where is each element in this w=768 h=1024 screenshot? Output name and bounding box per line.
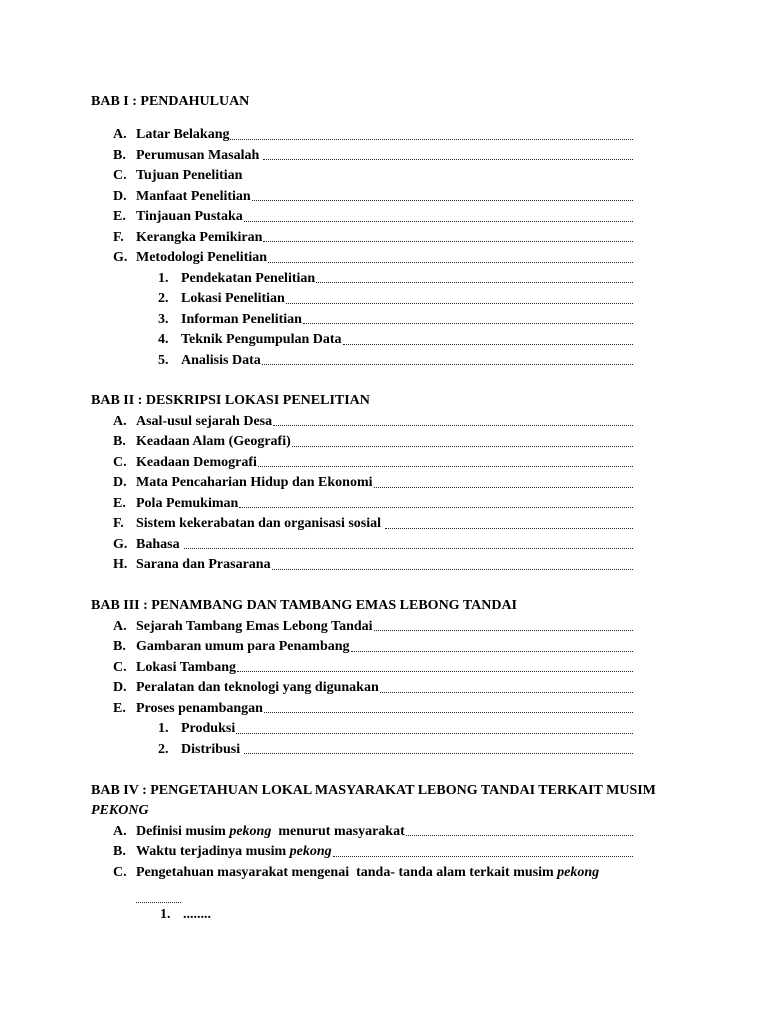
dot-leader: [244, 220, 633, 222]
item-text: Produksi: [181, 721, 236, 736]
item-text: Latar Belakang: [136, 127, 230, 142]
item-marker: 1.: [158, 270, 169, 286]
dot-leader: [264, 711, 633, 713]
item-text: Sejarah Tambang Emas Lebong Tandai: [136, 618, 373, 634]
item-text: Keadaan Demografi: [136, 454, 257, 470]
list-item: [113, 432, 633, 453]
item-text: Analisis Data: [181, 352, 261, 368]
item-text: Proses penambangan: [136, 700, 263, 716]
list-item: [113, 187, 633, 208]
item-marker: E.: [113, 209, 126, 224]
item-marker: C.: [113, 454, 127, 470]
list-subitem: [158, 289, 633, 310]
list-item: [113, 863, 633, 884]
item-marker: 4.: [158, 332, 169, 347]
item-text: Perumusan Masalah: [136, 147, 260, 163]
item-marker: D.: [113, 680, 127, 695]
item-text: Distribusi: [181, 741, 241, 757]
list-item: [113, 412, 633, 433]
item-text: Mata Pencaharian Hidup dan Ekonomi: [136, 475, 373, 490]
item-text: Peralatan dan teknologi yang digunakan: [136, 680, 379, 695]
item-text: Teknik Pengumpulan Data: [181, 332, 342, 347]
list-item: [113, 453, 633, 474]
item-text: Metodologi Penelitian: [136, 250, 268, 265]
item-text: Tujuan Penelitian: [136, 168, 243, 183]
dot-leader: [406, 834, 633, 836]
list-item: [113, 555, 633, 576]
list-subitem: [158, 269, 633, 290]
dot-leader: [351, 650, 633, 652]
list-item: [113, 842, 633, 863]
dot-leader: [316, 281, 633, 283]
list-item: [113, 494, 633, 515]
item-marker: A.: [113, 618, 127, 634]
item-text: Sarana dan Prasarana: [136, 557, 271, 572]
item-text: Informan Penelitian: [181, 311, 302, 327]
item-text: Sistem kekerabatan dan organisasi sosial: [136, 516, 382, 531]
dot-leader: [237, 670, 633, 672]
list-item: [113, 248, 633, 269]
item-marker: E.: [113, 700, 126, 716]
dot-leader: [263, 240, 633, 242]
item-marker: D.: [113, 475, 127, 490]
dot-leader: [343, 343, 633, 345]
dot-leader: [252, 199, 633, 201]
list-item: [113, 535, 633, 556]
dot-leader: [303, 322, 633, 324]
item-marker: E.: [113, 495, 126, 511]
dot-leader: [374, 486, 634, 488]
list-item: [113, 146, 633, 167]
item-text: Gambaran umum para Penambang: [136, 639, 350, 654]
dot-leader: [262, 363, 633, 365]
dot-leader: [184, 547, 633, 549]
item-marker: C.: [113, 864, 127, 880]
item-text: ........: [183, 907, 211, 922]
item-text: Waktu terjadinya musim pekong: [136, 844, 332, 859]
dot-leader: [273, 424, 633, 426]
item-text: Lokasi Penelitian: [181, 291, 285, 306]
item-marker: B.: [113, 639, 126, 654]
item-marker: F.: [113, 229, 124, 245]
item-text: Tinjauan Pustaka: [136, 209, 243, 224]
item-text: Kerangka Pemikiran: [136, 229, 263, 245]
item-marker: B.: [113, 844, 126, 859]
item-marker: C.: [113, 659, 127, 675]
list-item: [113, 125, 633, 146]
list-item: [113, 207, 633, 228]
item-text: Pendekatan Penelitian: [181, 270, 316, 286]
item-marker: 5.: [158, 352, 169, 368]
item-text: Pengetahuan masyarakat mengenai tanda- tanda alam terkait musim pekong: [136, 864, 600, 880]
list-item: [113, 514, 633, 535]
list-item: [113, 228, 633, 249]
chapter-4-title-text: BAB IV : PENGETAHUAN LOKAL MASYARAKAT LEBONG TANDAI TERKAIT MUSIM: [91, 782, 656, 798]
dot-leader: [286, 302, 633, 304]
dot-leader: [292, 445, 633, 447]
item-text: Bahasa: [136, 536, 180, 552]
list-item: [113, 637, 633, 658]
item-text: Manfaat Penelitian: [136, 188, 251, 204]
list-item: [113, 699, 633, 720]
dot-leader: [263, 158, 633, 160]
dot-leader: [374, 629, 633, 631]
dot-leader: [230, 138, 633, 140]
chapter-2-title: BAB II : DESKRIPSI LOKASI PENELITIAN: [91, 393, 370, 408]
dot-leader: [272, 568, 633, 570]
item-marker: H.: [113, 557, 128, 572]
item-text: Asal-usul sejarah Desa: [136, 413, 273, 429]
item-text: Lokasi Tambang: [136, 659, 236, 675]
item-text: Definisi musim pekong menurut masyarakat: [136, 823, 405, 839]
item-text: Pola Pemukiman: [136, 495, 239, 511]
item-marker: 1.: [160, 907, 171, 922]
list-subitem: [160, 905, 211, 926]
dot-leader: [333, 855, 633, 857]
list-subitem: [158, 330, 633, 351]
list-item: [113, 658, 633, 679]
chapter-4-title: [91, 781, 656, 822]
item-marker: G.: [113, 250, 128, 265]
item-marker: C.: [113, 168, 127, 183]
chapter-1-title: BAB I : PENDAHULUAN: [91, 94, 250, 109]
dot-leader: [385, 527, 633, 529]
item-marker: 3.: [158, 311, 169, 327]
dot-leader: [258, 465, 633, 467]
item-marker: A.: [113, 823, 127, 839]
list-item: [113, 473, 633, 494]
item-text: Keadaan Alam (Geografi): [136, 434, 291, 449]
list-subitem: [158, 310, 633, 331]
item-marker: 1.: [158, 721, 169, 736]
list-item: [113, 617, 633, 638]
item-marker: D.: [113, 188, 127, 204]
list-subitem: [158, 719, 633, 740]
chapter-3-title: BAB III : PENAMBANG DAN TAMBANG EMAS LEBONG TANDAI: [91, 598, 518, 613]
item-marker: G.: [113, 536, 128, 552]
item-marker: F.: [113, 516, 124, 531]
chapter-4-title-italic: PEKONG: [91, 803, 149, 818]
item-marker: 2.: [158, 291, 169, 306]
item-marker: A.: [113, 127, 127, 142]
item-marker: B.: [113, 434, 126, 449]
dot-leader: [239, 506, 633, 508]
list-item: [113, 166, 633, 187]
item-marker: B.: [113, 147, 126, 163]
dot-leader: [380, 691, 633, 693]
list-subitem: [158, 351, 633, 372]
item-marker: A.: [113, 413, 127, 429]
list-item: [113, 678, 633, 699]
dot-leader: [236, 732, 633, 734]
dot-leader-continuation: [136, 894, 181, 903]
dot-leader: [244, 752, 633, 754]
item-marker: 2.: [158, 741, 169, 757]
dot-leader: [268, 261, 633, 263]
list-subitem: [158, 740, 633, 761]
list-item: [113, 822, 633, 843]
